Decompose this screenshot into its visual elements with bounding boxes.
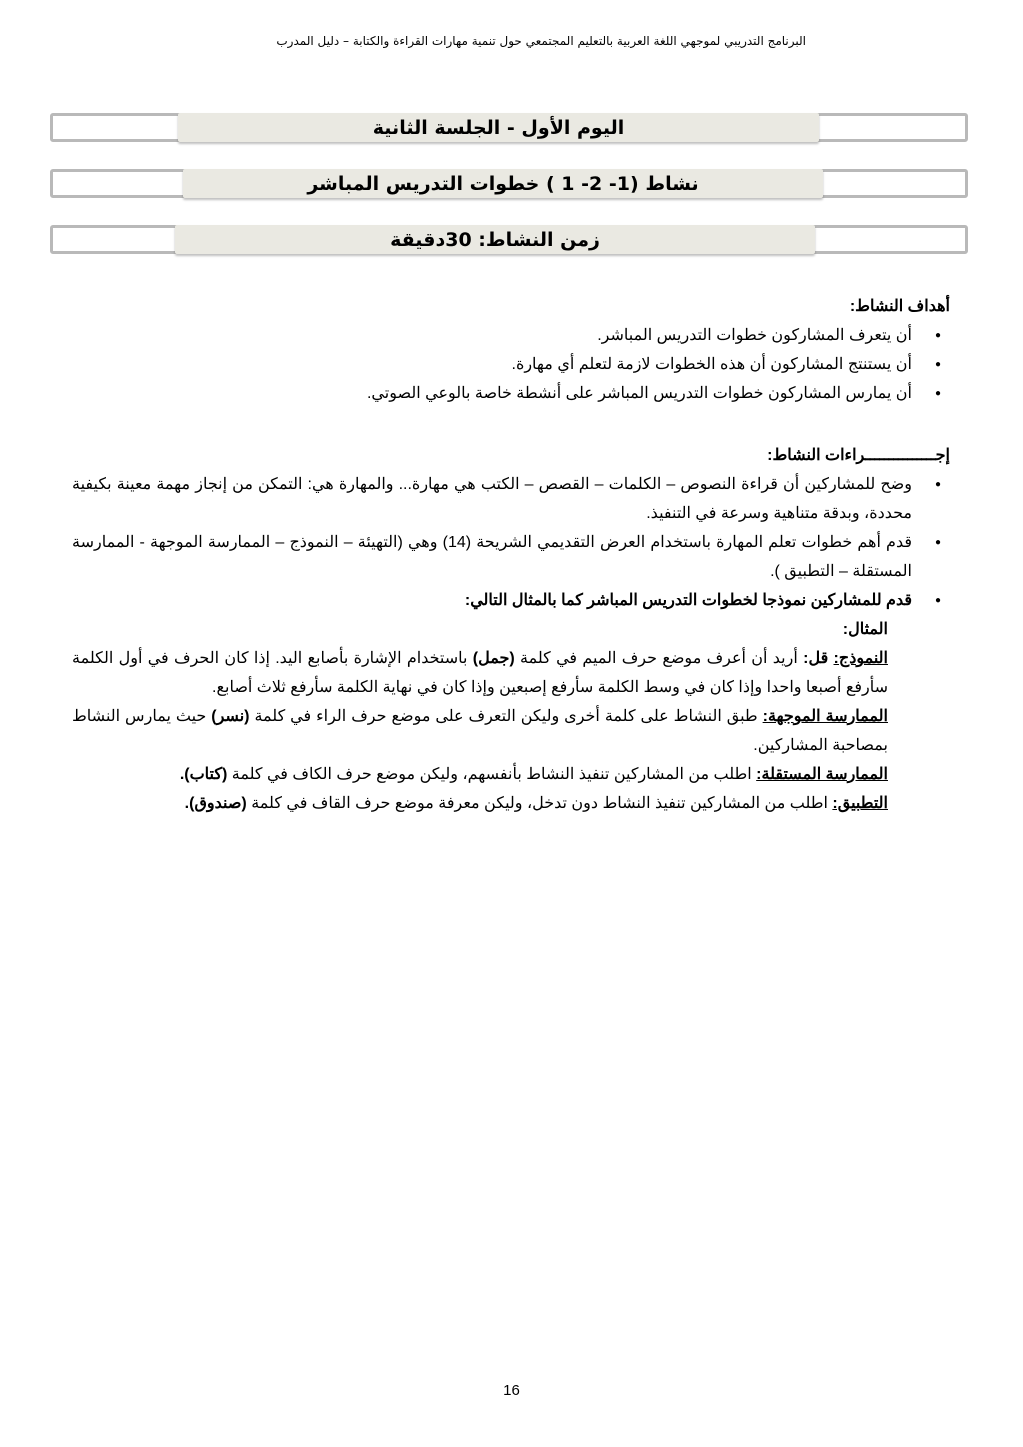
- procedures-section: [72, 441, 950, 818]
- objectives-section: [72, 292, 950, 408]
- independent-word: (كتاب).: [179, 766, 228, 783]
- procedures-list: [72, 470, 950, 615]
- guided-text-2: حيث يمارس النشاط بمصاحبة المشاركين.: [72, 708, 888, 754]
- session-title-bar: [50, 113, 968, 142]
- application-text: اطلب من المشاركين تنفيذ النشاط دون تدخل، وليكن معرفة موضع حرف القاف في كلمة: [251, 795, 828, 812]
- model-say: قل:: [803, 650, 829, 667]
- objective-item: ● أن يتعرف المشاركون خطوات التدريس المباشر.: [72, 321, 912, 350]
- model-label: النموذج:: [833, 650, 888, 667]
- model-text-2: باستخدام الإشارة بأصابع اليد. إذا كان الحرف في أول الكلمة سأرفع أصبعا واحدا وإذا كان في وسط الكلمة سأرفع إصبعين وإذا كان في نهاية الكلمة سأرفع ثلاث أصابع.: [72, 650, 888, 696]
- procedure-item: ● قدم للمشاركين نموذجا لخطوات التدريس المباشر كما بالمثال التالي:: [72, 586, 912, 615]
- objective-item: ● أن يمارس المشاركون خطوات التدريس المباشر على أنشطة خاصة بالوعي الصوتي.: [72, 379, 912, 408]
- procedures-heading: إجـــــــــــــــراءات النشاط:: [767, 447, 950, 464]
- independent-paragraph: [72, 760, 950, 789]
- model-text-1: أريد أن أعرف موضع حرف الميم في كلمة: [520, 650, 798, 667]
- model-paragraph: [72, 644, 950, 702]
- activity-title-bar: [50, 169, 968, 198]
- page-header: البرنامج التدريبي لموجهي اللغة العربية بالتعليم المجتمعي حول تنمية مهارات القراءة والكتابة – دليل المدرب: [276, 34, 806, 48]
- guided-paragraph: [72, 702, 950, 760]
- objective-item: ● أن يستنتج المشاركون أن هذه الخطوات لازمة لتعلم أي مهارة.: [72, 350, 912, 379]
- activity-time: زمن النشاط: 30دقيقة: [175, 225, 815, 254]
- page-number: 16: [503, 1382, 520, 1399]
- procedure-item: ● وضح للمشاركين أن قراءة النصوص – الكلمات – القصص – الكتب هي مهارة... والمهارة هي: التمكن من إنجاز مهمة معينة بكيفية محددة، وبدقة متناهية وسرعة في التنفيذ.: [72, 470, 912, 528]
- guided-word: (نسر): [211, 708, 250, 725]
- model-word: (جمل): [472, 650, 515, 667]
- session-title: اليوم الأول - الجلسة الثانية: [178, 113, 819, 142]
- application-paragraph: [72, 789, 950, 818]
- activity-title: نشاط (1- 2- 1 ) خطوات التدريس المباشر: [183, 169, 823, 198]
- objectives-heading: أهداف النشاط:: [849, 298, 950, 315]
- guided-label: الممارسة الموجهة:: [762, 708, 888, 725]
- application-label: التطبيق:: [832, 795, 888, 812]
- procedure-item: ● قدم أهم خطوات تعلم المهارة باستخدام العرض التقديمي الشريحة (14) وهي (التهيئة – النموذج – الممارسة الموجهة - الممارسة المستقلة – التطبيق ).: [72, 528, 912, 586]
- example-heading: المثال:: [842, 621, 888, 638]
- independent-label: الممارسة المستقلة:: [756, 766, 888, 783]
- activity-time-bar: [50, 225, 968, 254]
- independent-text: اطلب من المشاركين تنفيذ النشاط بأنفسهم، وليكن موضع حرف الكاف في كلمة: [231, 766, 752, 783]
- objectives-list: [72, 321, 950, 408]
- application-word: (صندوق).: [184, 795, 247, 812]
- guided-text: طبق النشاط على كلمة أخرى وليكن التعرف على موضع حرف الراء في كلمة: [254, 708, 758, 725]
